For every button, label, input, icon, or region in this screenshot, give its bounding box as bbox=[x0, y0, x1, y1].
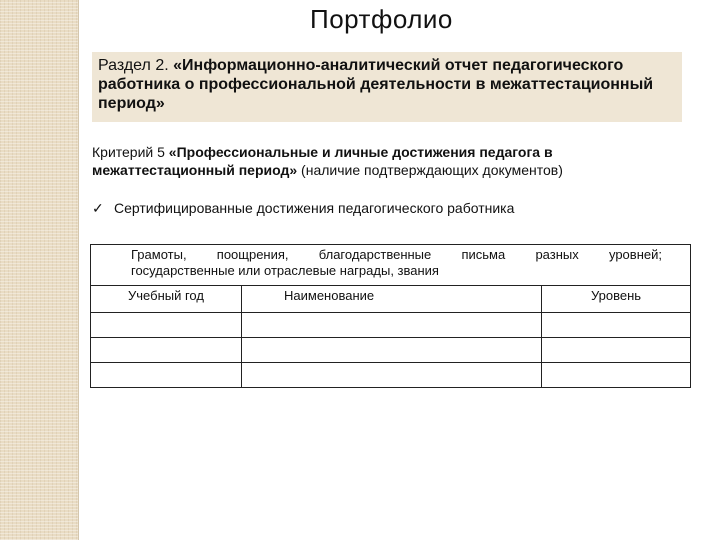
section-title: «Информационно-аналитический отчет педагогического работника о профессиональной деятельности в межаттестационный период» bbox=[98, 57, 654, 112]
checked-item-label: Сертифицированные достижения педагогического работника bbox=[114, 200, 515, 216]
table-cell[interactable] bbox=[542, 313, 691, 338]
table-header-cell bbox=[91, 245, 691, 286]
header-word: благодарственные bbox=[318, 247, 432, 262]
table-row bbox=[91, 313, 691, 338]
decorative-side-band bbox=[0, 0, 78, 540]
table-cell[interactable] bbox=[242, 313, 542, 338]
header-word: разных bbox=[535, 247, 579, 262]
table-row bbox=[91, 338, 691, 363]
criterion-suffix: (наличие подтверждающих документов) bbox=[297, 162, 563, 178]
criterion-prefix: Критерий 5 bbox=[92, 144, 169, 160]
table-cell[interactable] bbox=[91, 363, 242, 388]
table-cell[interactable] bbox=[242, 363, 542, 388]
table-cell[interactable] bbox=[242, 338, 542, 363]
page-title: Портфолио bbox=[310, 4, 453, 34]
column-header-year: Учебный год bbox=[91, 286, 242, 313]
criterion-text bbox=[92, 143, 692, 179]
table-cell[interactable] bbox=[542, 363, 691, 388]
section-prefix: Раздел 2. bbox=[98, 57, 174, 74]
table-cell[interactable] bbox=[542, 338, 691, 363]
header-word: письма bbox=[461, 247, 506, 262]
table-row bbox=[91, 363, 691, 388]
table-header-line2: государственные или отраслевые награды, звания bbox=[131, 263, 439, 278]
header-word: Грамоты, bbox=[131, 247, 187, 262]
table-header-line1 bbox=[131, 247, 662, 263]
column-header-name: Наименование bbox=[242, 286, 542, 313]
table-cell[interactable] bbox=[91, 313, 242, 338]
section-heading-box bbox=[92, 52, 682, 122]
table-cell[interactable] bbox=[91, 338, 242, 363]
side-band-divider bbox=[78, 0, 79, 540]
achievements-table bbox=[90, 244, 691, 388]
criterion-title: «Профессиональные и личные достижения педагога в межаттестационный период» bbox=[92, 144, 553, 178]
header-word: поощрения, bbox=[216, 247, 289, 262]
column-header-level: Уровень bbox=[542, 286, 691, 313]
table-header-row bbox=[91, 245, 691, 286]
checkmark-icon: ✓ bbox=[92, 200, 104, 216]
checked-item bbox=[92, 200, 514, 217]
header-word: уровней; bbox=[608, 247, 662, 262]
table-columns-row bbox=[91, 286, 691, 313]
